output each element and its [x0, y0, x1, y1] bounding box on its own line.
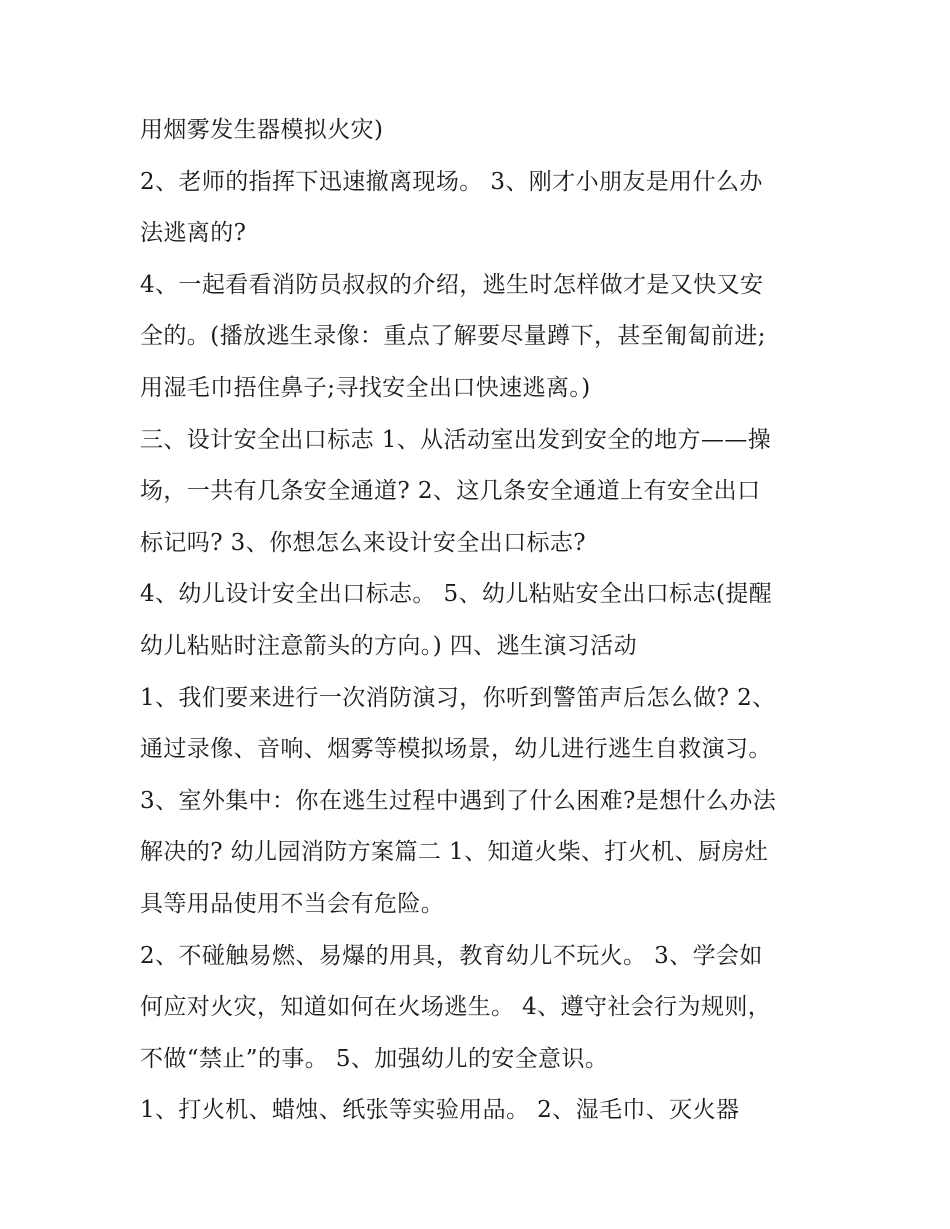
text-line: 3、室外集中：你在逃生过程中遇到了什么困难?是想什么办法: [140, 787, 777, 814]
text-line: 1、打火机、蜡烛、纸张等实验用品。 2、湿毛巾、灭火器: [140, 1097, 740, 1124]
text-line: 通过录像、音响、烟雾等模拟场景，幼儿进行逃生自救演习。: [140, 736, 772, 763]
text-line: 用湿毛巾捂住鼻子;寻找安全出口快速逃离。): [140, 374, 591, 401]
text-line: 用烟雾发生器模拟火灾): [140, 117, 384, 143]
text-line: 不做“禁止”的事。 5、加强幼儿的安全意识。: [140, 1045, 609, 1072]
text-line: 何应对火灾，知道如何在火场逃生。 4、遵守社会行为规则，: [140, 994, 772, 1021]
text-line: 标记吗? 3、你想怎么来设计安全出口标志?: [140, 529, 587, 556]
text-line: 全的。(播放逃生录像：重点了解要尽量蹲下，甚至匍匐前进;: [140, 323, 766, 350]
text-line: 1、我们要来进行一次消防演习，你听到警笛声后怎么做? 2、: [140, 684, 776, 711]
document-body: [140, 105, 830, 1137]
text-line: 三、设计安全出口标志 1、从活动室出发到安全的地方——操: [140, 426, 772, 453]
text-line: 法逃离的?: [140, 220, 247, 247]
text-line: 具等用品使用不当会有危险。: [140, 890, 445, 917]
text-line: 4、一起看看消防员叔叔的介绍，逃生时怎样做才是又快又安: [140, 271, 764, 298]
text-line: 场，一共有几条安全通道? 2、这几条安全通道上有安全出口: [140, 478, 761, 505]
text-line: 解决的? 幼儿园消防方案篇二 1、知道火柴、打火机、厨房灶: [140, 839, 769, 866]
text-line: 2、老师的指挥下迅速撤离现场。 3、刚才小朋友是用什么办: [140, 168, 763, 195]
text-line: 幼儿粘贴时注意箭头的方向。) 四、逃生演习活动: [140, 632, 637, 659]
text-line: 2、不碰触易燃、易爆的用具，教育幼儿不玩火。 3、学会如: [140, 942, 763, 969]
text-line: 4、幼儿设计安全出口标志。 5、幼儿粘贴安全出口标志(提醒: [140, 581, 773, 608]
